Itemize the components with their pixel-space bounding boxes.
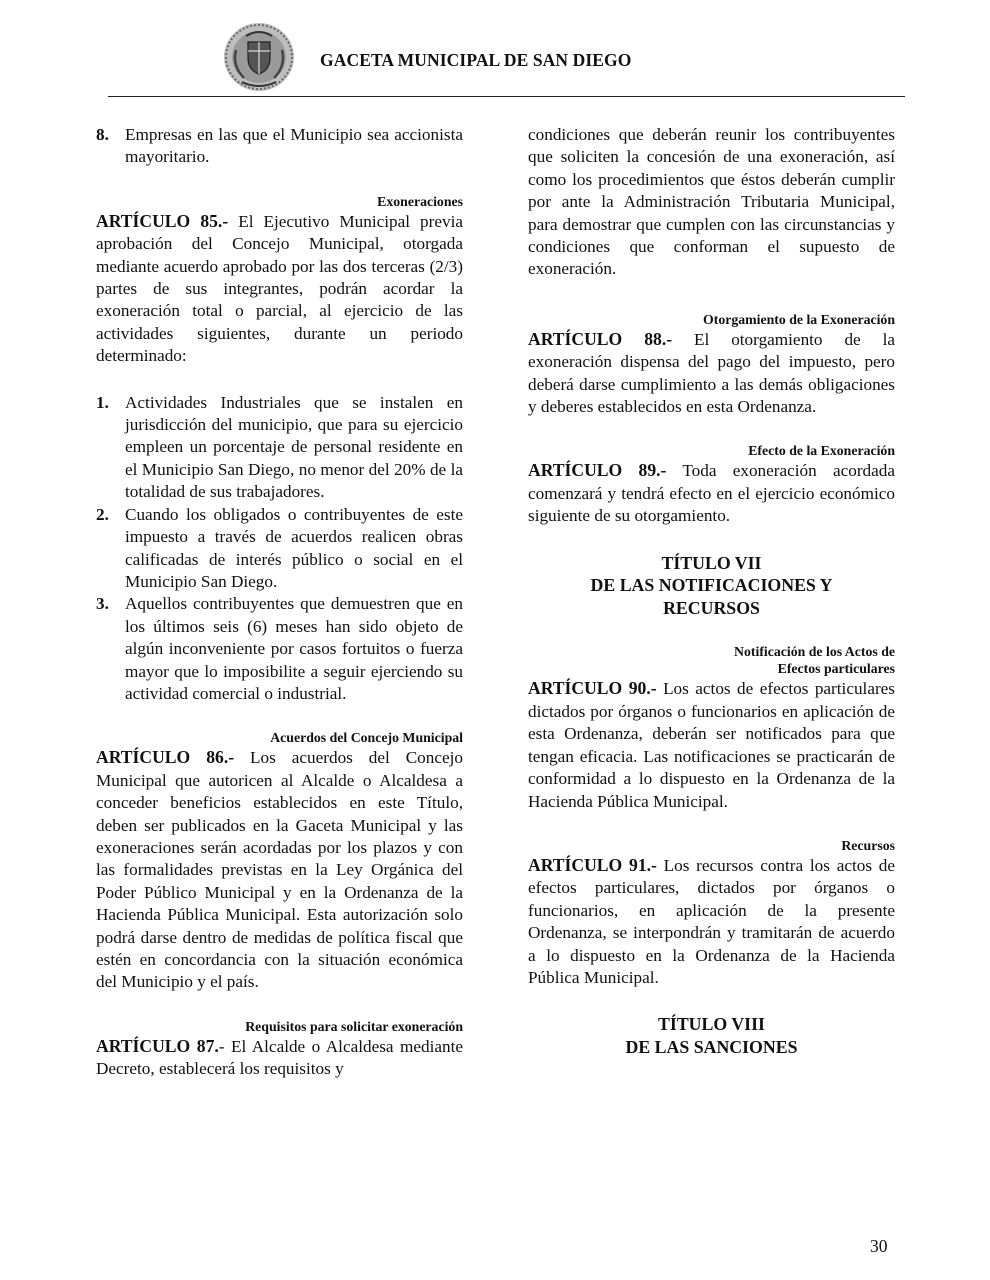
title-line: RECURSOS	[663, 597, 760, 618]
article-text: El Ejecutivo Municipal previa aprobación del Concejo Municipal, otorgada mediante acuerdo aprobado por las dos terceras (2/3) partes de sus integrantes, podrán acordar la exoneración total o parcial, al ejercicio de las actividades siguientes, durante un periodo determinado:	[96, 211, 464, 366]
article-number: ARTÍCULO 89.-	[528, 460, 667, 481]
article-number: ARTÍCULO 87.	[96, 1035, 219, 1056]
section-heading: Otorgamiento de la Exoneración	[703, 311, 895, 327]
article-text: - El Alcalde o Alcaldesa mediante Decreto, establecerá los requisitos y	[96, 1036, 463, 1079]
article-85	[96, 210, 463, 368]
title-viii	[528, 1013, 895, 1058]
title-line: TÍTULO VIII	[658, 1014, 765, 1035]
list-item	[96, 504, 463, 594]
section-heading: Recursos	[841, 837, 895, 853]
article-86	[96, 746, 463, 993]
header-divider	[108, 96, 905, 97]
article-text: Los recursos contra los actos de efectos particulares, dictados por órganos o funcionarios, en aplicación de la presente Ordenanza, se interpondrán y tramitarán de acuerdo a lo dispuesto en la Ordenanza de la Hacienda Pública Municipal.	[528, 855, 895, 987]
article-87	[96, 1035, 463, 1081]
article-number: ARTÍCULO 90.-	[528, 678, 657, 699]
section-heading: Efecto de la Exoneración	[748, 443, 895, 459]
list-item-text: Empresas en las que el Municipio sea accionista mayoritario.	[125, 125, 463, 167]
article-89	[528, 459, 895, 527]
right-column	[528, 124, 895, 1059]
coat-of-arms-icon	[222, 20, 296, 92]
title-line: DE LAS SANCIONES	[625, 1036, 798, 1057]
article-90	[528, 677, 895, 812]
page-header	[0, 0, 990, 100]
list-item-number: 3.	[96, 594, 109, 614]
list-item	[96, 124, 463, 169]
article-text: El otorgamiento de la exoneración dispensa del pago del impuesto, pero deberá darse cumplimiento a las demás obligaciones y deberes establecidos en esta Ordenanza.	[528, 329, 895, 417]
list-item-text: Cuando los obligados o contribuyentes de este impuesto a través de acuerdos realicen obras calificadas de interés público o social en el Municipio San Diego.	[125, 504, 463, 591]
article-87-continuation: condiciones que deberán reunir los contribuyentes que soliciten la concesión de una exoneración, así como los procedimientos que éstos deberán cumplir por ante la Administración Tributaria Municipal, para demostrar que cumplen con las circunstancias y condiciones que conforman el supuesto de exoneración.	[528, 125, 895, 279]
list-item-number: 8.	[96, 125, 109, 144]
list-item-text: Actividades Industriales que se instalen en jurisdicción del municipio, que para su ejercicio empleen un porcentaje de personal residente en el Municipio San Diego, no menor del 20% de la totalidad de sus trabajadores.	[125, 392, 463, 502]
article-number: ARTÍCULO 91.-	[528, 854, 657, 875]
article-number: ARTÍCULO 86.-	[96, 747, 235, 768]
article-number: ARTÍCULO 85.-	[96, 210, 229, 231]
list-item-number: 2.	[96, 504, 109, 524]
list-item-number: 1.	[96, 392, 109, 412]
left-column	[96, 124, 463, 1081]
article-text: Los acuerdos del Concejo Municipal que autoricen al Alcalde o Alcaldesa a conceder beneficios establecidos en este Título, deben ser publicados en la Gaceta Municipal y las exoneraciones serán acordadas por los plazos y con las formalidades previstas en la Ley Orgánica del Poder Público Municipal y en la Ordenanza de la Hacienda Pública Municipal. Esta autorización solo podrá darse dentro de medidas de política fiscal que estén en concordancia con la situación económica del Municipio y el país.	[96, 748, 463, 992]
gazette-title: GACETA MUNICIPAL DE SAN DIEGO	[320, 50, 632, 70]
section-heading: Acuerdos del Concejo Municipal	[270, 730, 463, 746]
article-text: Toda exoneración acordada comenzará y tendrá efecto en el ejercicio económico siguiente de su otorgamiento.	[528, 461, 895, 526]
heading-line: Efectos particulares	[777, 661, 895, 677]
list-item	[96, 392, 463, 504]
list-item-text: Aquellos contribuyentes que demuestren que en los últimos seis (6) meses han sido objeto de algún inconveniente por casos fortuitos o fuerza mayor que lo imposibilite a seguir ejerciendo su actividad comercial o industrial.	[125, 594, 463, 703]
list-item	[96, 593, 463, 705]
article-88	[528, 328, 895, 419]
article-number: ARTÍCULO 88.-	[528, 328, 673, 349]
section-heading: Requisitos para solicitar exoneración	[245, 1018, 463, 1034]
title-vii	[528, 552, 895, 620]
title-line: TÍTULO VII	[661, 552, 762, 573]
heading-line: Notificación de los Actos de	[734, 644, 895, 660]
section-heading: Exoneraciones	[377, 193, 463, 209]
article-text: Los actos de efectos particulares dictados por órganos o funcionarios en aplicación de esta Ordenanza, deberán ser notificados para que tengan eficacia. Las notificaciones se practicarán de conformidad a lo dispuesto en la Ordenanza de la Hacienda Pública Municipal.	[528, 679, 895, 811]
title-line: DE LAS NOTIFICACIONES Y	[590, 575, 833, 596]
page-number: 30	[870, 1236, 888, 1256]
article-91	[528, 854, 895, 989]
section-heading	[528, 643, 895, 677]
